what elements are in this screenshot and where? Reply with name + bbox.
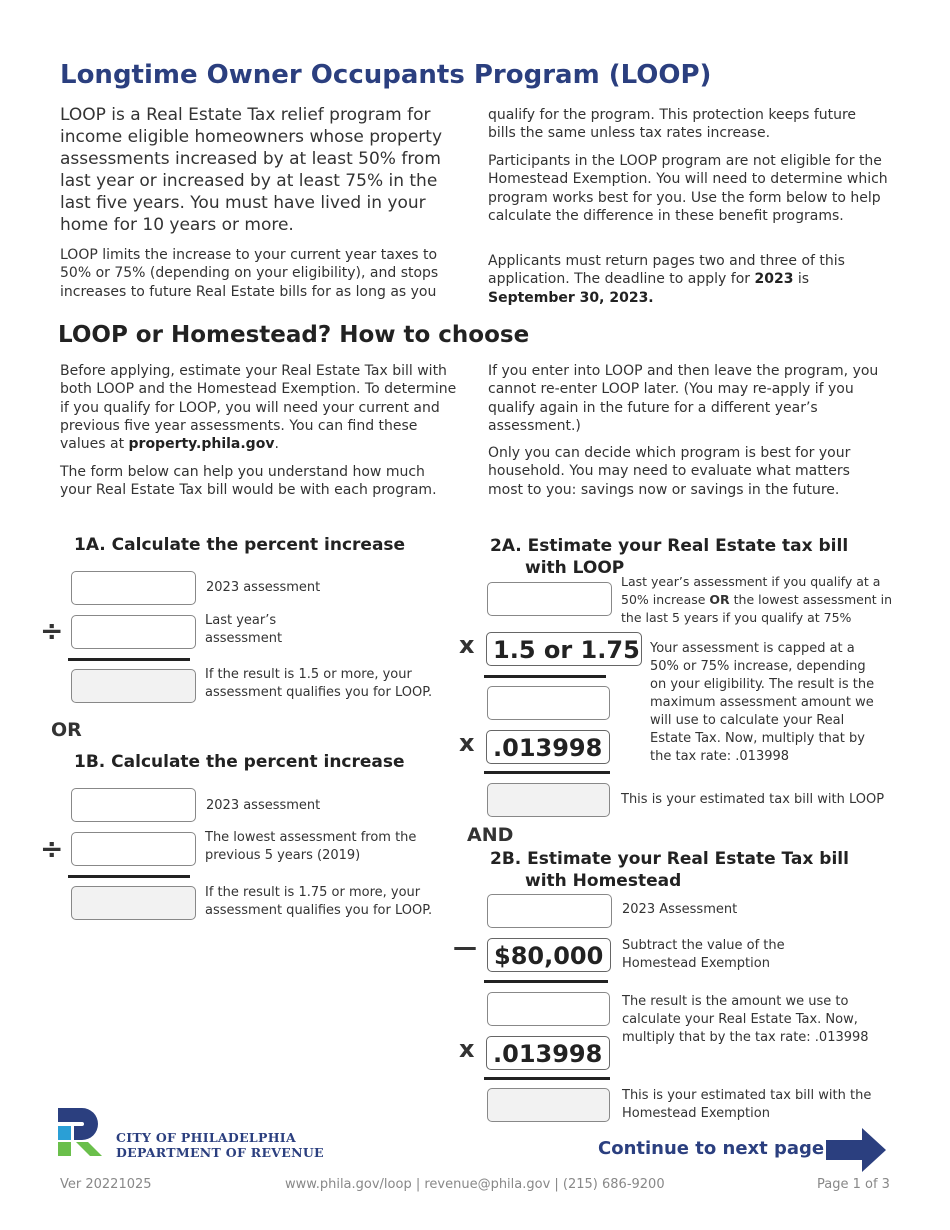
s1a-label-result: If the result is 1.5 or more, your assessment qualifies you for LOOP. (205, 667, 433, 700)
s2b-rule-2 (484, 1077, 610, 1080)
s1a-label-last-year: Last year’s assessment (205, 613, 283, 646)
or-label: OR (51, 719, 82, 741)
s2b-label-bill: This is your estimated tax bill with the Homestead Exemption (622, 1088, 872, 1121)
s1b-label-result: If the result is 1.75 or more, your assessment qualifies you for LOOP. (205, 885, 433, 918)
arrow-right-icon[interactable] (826, 1128, 886, 1172)
intro-lead: LOOP is a Real Estate Tax relief program for income eligible homeowners whose property assessments increased by at least 50% from last year or increased by at least 75% in the last five years. You must have lived in your home for 10 years or more. (60, 105, 443, 235)
section-2b-heading: 2B. Estimate your Real Estate Tax bill with Homestead (490, 849, 849, 891)
page-number: Page 1 of 3 (817, 1177, 890, 1192)
section-1a-heading: 1A. Calculate the percent increase (74, 535, 406, 555)
section-2a-heading: 2A. Estimate your Real Estate tax bill with LOOP (490, 536, 849, 578)
multiply-icon: x (459, 1035, 475, 1063)
page-title: Longtime Owner Occupants Program (LOOP) (60, 60, 712, 90)
s2b-estimated-bill-input[interactable] (487, 1088, 610, 1122)
multiply-icon: x (459, 631, 475, 659)
choose-heading: LOOP or Homestead? How to choose (58, 322, 530, 348)
s1b-current-assessment-input[interactable] (71, 788, 196, 822)
s2a-multiplier-value: 1.5 or 1.75 (486, 632, 642, 666)
version-label: Ver 20221025 (60, 1177, 152, 1192)
intro-qualify: qualify for the program. This protection keeps future bills the same unless tax rates increase. (488, 107, 857, 142)
org-name: CITY OF PHILADELPHIA DEPARTMENT OF REVENUE (116, 1130, 324, 1160)
divide-icon: ÷ (40, 832, 64, 865)
choose-para4: Only you can decide which program is best for your household. You may need to evaluate what matters most to you: savings now or savings in the future. (488, 445, 851, 498)
s2a-tax-rate-value: .013998 (486, 730, 610, 764)
continue-label[interactable]: Continue to next page (598, 1138, 825, 1159)
s2b-rule-1 (484, 980, 608, 983)
s2a-rule-1 (484, 675, 606, 678)
s1b-result-input[interactable] (71, 886, 196, 920)
s2a-rule-2 (484, 771, 610, 774)
s2a-label-base: Last year’s assessment if you qualify at a 50% increase OR the lowest assessment in the last 5 years if you qualify at 75% (621, 574, 893, 625)
s1b-label-current: 2023 assessment (206, 798, 321, 813)
intro-limits: LOOP limits the increase to your current year taxes to 50% or 75% (depending on your eligibility), and stops increases to future Real Estate bills for as long as you (60, 247, 439, 300)
choose-para3: If you enter into LOOP and then leave the program, you cannot re-enter LOOP later. (You may re-apply if you qualify again in the future for a different year’s assessment.) (488, 363, 879, 434)
s1a-result-input[interactable] (71, 669, 196, 703)
s2b-assessment-input[interactable] (487, 894, 612, 928)
s2b-label-assessment: 2023 Assessment (622, 902, 738, 917)
property-link[interactable]: property.phila.gov (128, 436, 275, 453)
contact-info: www.phila.gov/loop | revenue@phila.gov | (215) 686-9200 (285, 1177, 665, 1192)
s2a-base-assessment-input[interactable] (487, 582, 612, 616)
s2a-label-bill: This is your estimated tax bill with LOOP (621, 792, 885, 807)
intro-participants: Participants in the LOOP program are not eligible for the Homestead Exemption. You will need to determine which program works best for you. Use the form below to help calculate the difference in these benefit programs. (488, 153, 888, 224)
choose-para1: Before applying, estimate your Real Estate Tax bill with both LOOP and the Homestead Exemption. To determine if you qualify for LOOP, you will need your current and previous five year assessments. You can find these values at property.phila.gov. (60, 363, 457, 453)
s2b-tax-rate-value: .013998 (486, 1036, 610, 1070)
divide-icon: ÷ (40, 614, 64, 647)
s2a-estimated-bill-input[interactable] (487, 783, 610, 817)
s1a-current-assessment-input[interactable] (71, 571, 196, 605)
s1b-label-lowest: The lowest assessment from the previous 5 years (2019) (205, 830, 417, 863)
multiply-icon: x (459, 729, 475, 757)
s1b-division-rule (68, 875, 190, 878)
s2b-label-exemption: Subtract the value of the Homestead Exemption (622, 938, 785, 971)
s2a-label-cap: Your assessment is capped at a 50% or 75% increase, depending on your eligibility. The result is the maximum assessment amount we will use to calculate your Real Estate Tax. Now, multiply that by the tax rate: .013998 (650, 641, 875, 764)
s2a-capped-assessment-input[interactable] (487, 686, 610, 720)
section-1b-heading: 1B. Calculate the percent increase (74, 752, 405, 772)
intro-applicants: Applicants must return pages two and three of this application. The deadline to apply for 2023 is September 30, 2023. (488, 253, 845, 306)
revenue-logo-icon (58, 1108, 106, 1158)
s1a-division-rule (68, 658, 190, 661)
choose-para2: The form below can help you understand how much your Real Estate Tax bill would be with each program. (60, 464, 437, 499)
s2b-label-taxable: The result is the amount we use to calculate your Real Estate Tax. Now, multiply that by the tax rate: .013998 (622, 994, 869, 1045)
s1a-label-current: 2023 assessment (206, 580, 321, 595)
s2b-taxable-amount-input[interactable] (487, 992, 610, 1026)
s1a-last-year-input[interactable] (71, 615, 196, 649)
s1b-lowest-assessment-input[interactable] (71, 832, 196, 866)
s2b-exemption-value: $80,000 (487, 938, 611, 972)
and-label: AND (467, 824, 514, 846)
minus-icon: — (453, 933, 477, 961)
